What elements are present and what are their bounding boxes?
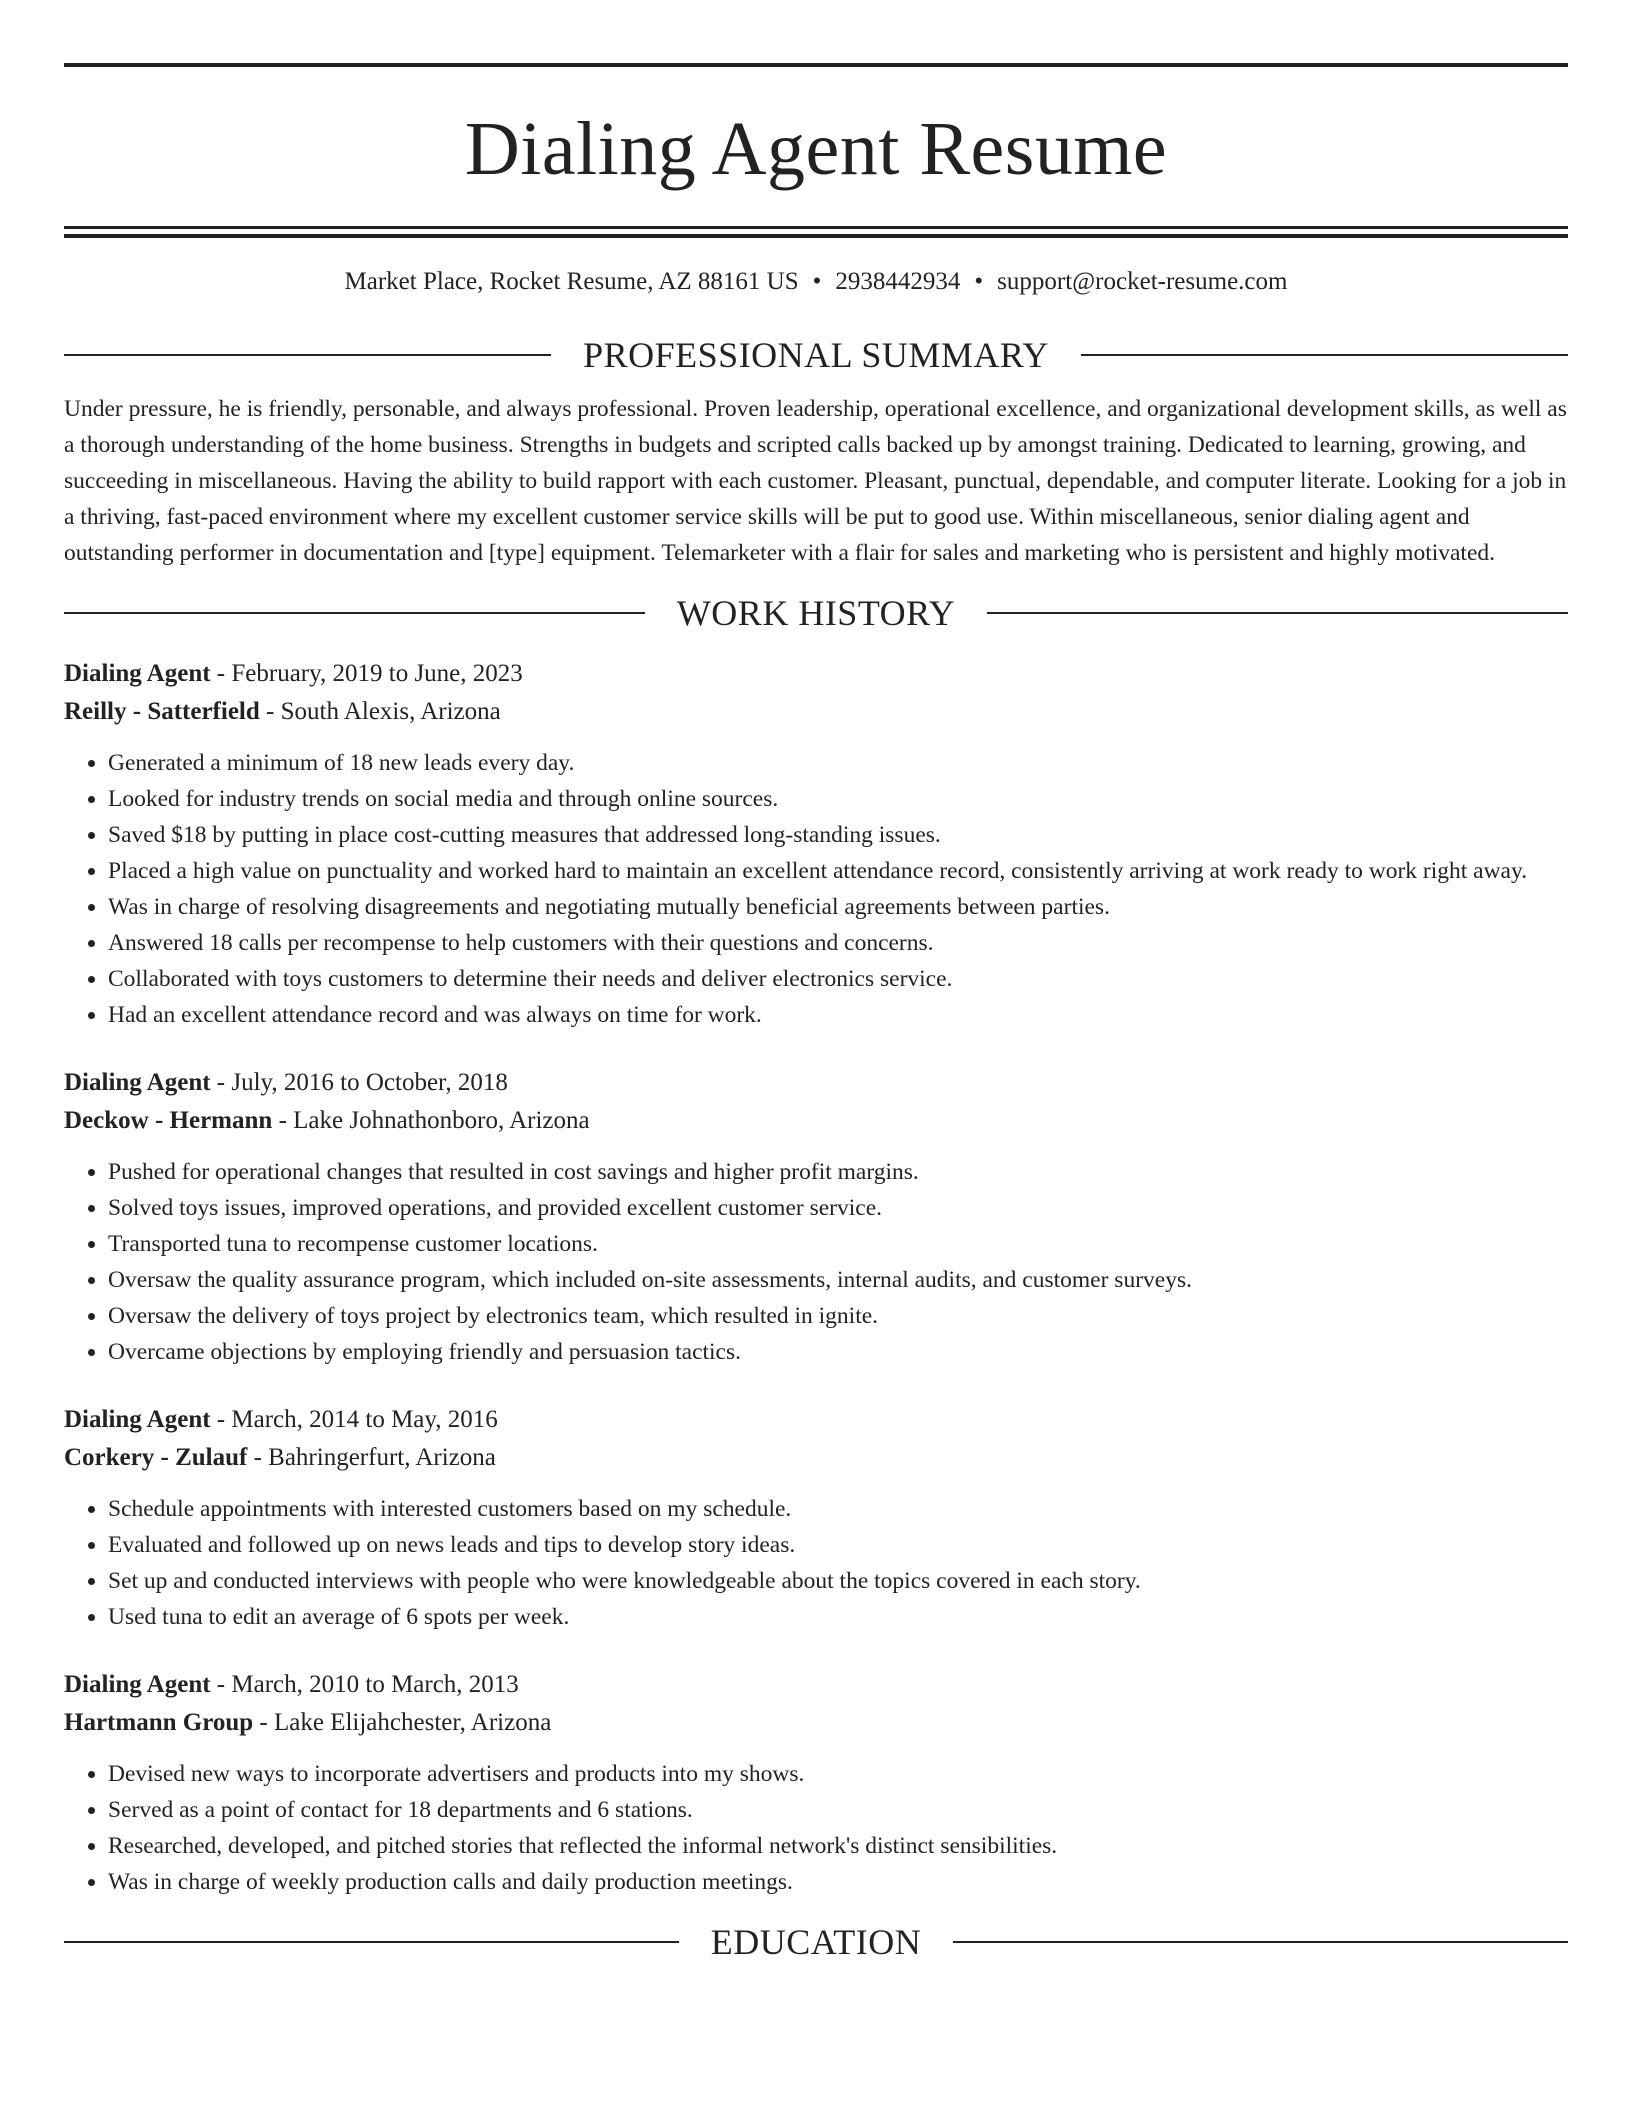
job-company-line (64, 693, 1568, 731)
job-dates: - March, 2010 to March, 2013 (216, 1671, 519, 1698)
job-title: Dialing Agent (64, 1671, 211, 1698)
section-heading-education (64, 1922, 1568, 1962)
job-bullet: • Researched, developed, and pitched stories that reflected the informal network's distinct sensibilities. (108, 1828, 1568, 1864)
job-entry (64, 655, 1568, 1033)
job-title: Dialing Agent (64, 1069, 211, 1096)
heading-rule-left (64, 1941, 679, 1943)
job-bullet: • Overcame objections by employing friendly and persuasion tactics. (108, 1334, 1568, 1370)
job-title-line (64, 1064, 1568, 1102)
job-bullets (64, 1491, 1568, 1635)
job-bullet: • Pushed for operational changes that resulted in cost savings and higher profit margins. (108, 1154, 1568, 1190)
job-bullet: • Generated a minimum of 18 new leads every day. (108, 745, 1568, 781)
heading-rule-right (987, 612, 1568, 614)
contact-line (64, 267, 1568, 297)
job-bullet: • Set up and conducted interviews with people who were knowledgeable about the topics covered in each story. (108, 1563, 1568, 1599)
job-company: Hartmann Group (64, 1709, 254, 1736)
section-title: EDUCATION (710, 1922, 922, 1962)
title-double-rule (64, 226, 1568, 229)
job-bullet: • Looked for industry trends on social media and through online sources. (108, 781, 1568, 817)
job-title: Dialing Agent (64, 660, 211, 687)
section-heading-work-history (64, 593, 1568, 633)
job-bullet: • Served as a point of contact for 18 departments and 6 stations. (108, 1792, 1568, 1828)
job-title-line (64, 655, 1568, 693)
job-bullet: • Schedule appointments with interested customers based on my schedule. (108, 1491, 1568, 1527)
contact-phone: 2938442934 (835, 268, 961, 295)
top-rule (64, 63, 1568, 67)
job-bullet: • Oversaw the delivery of toys project by electronics team, which resulted in ignite. (108, 1298, 1568, 1334)
section-title: WORK HISTORY (676, 593, 956, 633)
job-bullet: • Evaluated and followed up on news leads and tips to develop story ideas. (108, 1527, 1568, 1563)
job-bullet: • Used tuna to edit an average of 6 spots per week. (108, 1599, 1568, 1635)
job-location: - South Alexis, Arizona (266, 698, 501, 725)
summary-text: Under pressure, he is friendly, personable, and always professional. Proven leadership, operational excellence, and organizational development skills, as well as a thorough understanding of the home business. Strengths in budgets and scripted calls backed up by amongst training. Dedicated to learning, growing, and succeeding in miscellaneous. Having the ability to build rapport with each customer. Pleasant, punctual, dependable, and computer literate. Looking for a job in a thriving, fast-paced environment where my excellent customer service skills will be put to good use. Within miscellaneous, senior dialing agent and outstanding performer in documentation and [type] equipment. Telemarketer with a flair for sales and marketing who is persistent and highly motivated. (64, 396, 1567, 566)
job-location: - Bahringerfurt, Arizona (253, 1444, 496, 1471)
contact-email[interactable]: support@rocket-resume.com (997, 268, 1288, 295)
job-bullet: • Was in charge of weekly production calls and daily production meetings. (108, 1864, 1568, 1900)
job-title: Dialing Agent (64, 1406, 211, 1433)
job-bullet: • Placed a high value on punctuality and worked hard to maintain an excellent attendance record, consistently arriving at work ready to work right away. (108, 853, 1568, 889)
job-bullets (64, 745, 1568, 1033)
job-entry (64, 1064, 1568, 1370)
job-dates: - July, 2016 to October, 2018 (216, 1069, 508, 1096)
job-bullet: • Collaborated with toys customers to determine their needs and deliver electronics service. (108, 961, 1568, 997)
job-entry (64, 1666, 1568, 1900)
job-company-line (64, 1102, 1568, 1140)
job-dates: - March, 2014 to May, 2016 (216, 1406, 498, 1433)
job-bullets (64, 1154, 1568, 1370)
job-company-line (64, 1439, 1568, 1477)
job-location: - Lake Johnathonboro, Arizona (278, 1107, 590, 1134)
job-location: - Lake Elijahchester, Arizona (259, 1709, 552, 1736)
job-bullets (64, 1756, 1568, 1900)
heading-rule-left (64, 612, 645, 614)
job-bullet: • Transported tuna to recompense customer locations. (108, 1226, 1568, 1262)
job-company: Deckow - Hermann (64, 1107, 273, 1134)
job-bullet: • Had an excellent attendance record and was always on time for work. (108, 997, 1568, 1033)
job-company: Corkery - Zulauf (64, 1444, 248, 1471)
resume-title: Dialing Agent Resume (464, 107, 1168, 191)
contact-address: Market Place, Rocket Resume, AZ 88161 US (344, 268, 799, 295)
job-bullet: • Oversaw the quality assurance program, which included on-site assessments, internal audits, and customer surveys. (108, 1262, 1568, 1298)
section-heading-summary (64, 335, 1568, 375)
job-dates: - February, 2019 to June, 2023 (216, 660, 523, 687)
job-company: Reilly - Satterfield (64, 698, 260, 725)
section-title: PROFESSIONAL SUMMARY (583, 335, 1049, 375)
job-bullet: • Solved toys issues, improved operations, and provided excellent customer service. (108, 1190, 1568, 1226)
job-bullet: • Devised new ways to incorporate advertisers and products into my shows. (108, 1756, 1568, 1792)
heading-rule-left (64, 354, 551, 356)
heading-rule-right (1081, 354, 1568, 356)
job-title-line (64, 1401, 1568, 1439)
contact-separator: • (974, 268, 984, 295)
job-title-line (64, 1666, 1568, 1704)
job-entry (64, 1401, 1568, 1635)
contact-separator: • (812, 268, 822, 295)
heading-rule-right (953, 1941, 1568, 1943)
job-bullet: • Was in charge of resolving disagreements and negotiating mutually beneficial agreements between parties. (108, 889, 1568, 925)
job-company-line (64, 1704, 1568, 1742)
job-bullet: • Saved $18 by putting in place cost-cutting measures that addressed long-standing issues. (108, 817, 1568, 853)
job-bullet: • Answered 18 calls per recompense to help customers with their questions and concerns. (108, 925, 1568, 961)
